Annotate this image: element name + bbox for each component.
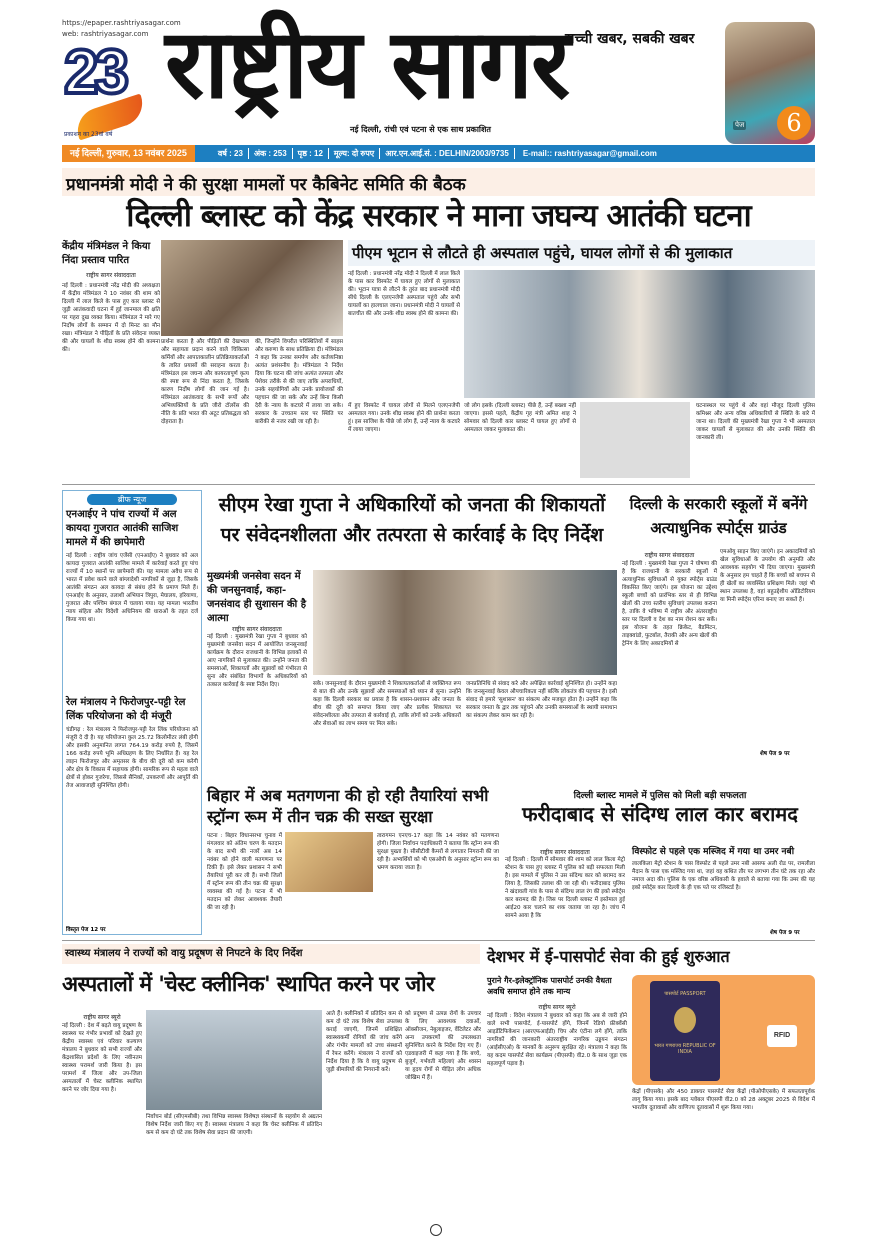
rni-number: आर.एन.आई.सं. : DELHIN/2003/9735 — [380, 148, 515, 159]
health-headline[interactable]: अस्पतालों में 'चेस्ट क्लीनिक' स्थापित करने पर जोर — [62, 972, 435, 996]
cabinet-text-3: की, जिन्होंने विपरीत परिस्थितियों में साहस और करुणा के साथ प्रतिक्रिया दी। मंत्रिमंडल ने कहा कि उनका समर्पण और कर्तव्यनिष्ठा अत्यंत प्रशंसनीय है। मंत्रिमंडल ने निर्देश दिया कि घटना की जांच अत्यंत तत्परता और पेशेवर तरीके से की जाए ताकि अपराधियों, उनके सहयोगियों और उनके प्रायोजकों की पहचान की जा सके और उन्हें बिना किसी देरी के न्याय के कटघरे में लाया जा सके। सरकार के उच्चतम स्तर पर स्थिति पर बारीकी से नजर रखी जा रही है। — [255, 339, 343, 425]
umar-nabi-text: लालकिला मेट्रो स्टेशन के पास विस्फोट से पहले उमर नबी आसफ अली रोड पर, रामलीला मैदान के पास एक मस्जिद गया था, जहां वह कथित तौर पर लगभग तीन घंटे तक रहा और नमाज अदा की। पुलिस के एक वरिष्ठ अधिकारी के हवाले से बताया गया कि उमर की यह इको स्पोर्ट्स कार दिल्ली के ही एक पते पर रजिस्टर्ड है। — [632, 861, 815, 891]
registration-mark-icon — [430, 1224, 442, 1236]
brief-headline-1[interactable]: एनआईए ने पांच राज्यों में अल कायदा गुजरात आतंकी साजिश मामले में की छापेमारी — [66, 509, 179, 548]
passport-text: नई दिल्ली : विदेश मंत्रालय ने बुधवार को कहा कि अब से जारी होने वाले सभी पासपोर्ट, ई-पासपोर्ट होंगे, जिनमें रेडियो फ्रीक्वेंसी आइडेंटिफिकेशन (आरएफआईडी) चिप और एंटीना लगे होंगे, ताकि नागरिकों की जानकारी अंतरराष्ट्रीय नागरिक उड्डयन संगठन (आईसीएओ) के मानकों के अनुरूप सुरक्षित रहे। मंत्रालय ने कहा कि यह कदम पासपोर्ट सेवा कार्यक्रम (पीएसपी) वी2.0 के साथ जुड़ा एक महत्वपूर्ण पड़ाव है। — [487, 1013, 627, 1067]
faridabad-kicker: दिल्ली ब्लास्ट मामले में पुलिस को मिली बड़ी सफलता — [573, 791, 747, 801]
brief-text-1: नई दिल्ली : राष्ट्रीय जांच एजेंसी (एनआईए) ने बुधवार को अल कायदा गुजरात आतंकी साजिश मामले में कार्रवाई करते हुए पांच राज्यों में 10 स्थानों पर छापेमारी की। यह मामला अवैध रूप से भारत में प्रवेश करने वाले बांग्लादेशी नागरिकों से जुड़ा है, जिसके आतंकी संगठन अल कायदा से संबंध होने के प्रमाण मिले हैं। एनआईए के अनुसार, तलाशी अभियान त्रिपुरा, मेघालय, हरियाणा, गुजरात और पश्चिम बंगाल में चलाया गया। यह मामला भारतीय न्याय संहिता और विदेशी अधिनियम की धाराओं के तहत दर्ज किया गया था। — [66, 553, 198, 623]
continued-link[interactable]: शेष पेज 9 पर — [770, 930, 800, 936]
sports-text-2: एमओयू साइन किए जाएंगे। इन अकादमियों को खेल सुविधाओं के उपयोग की अनुमति और आवश्यक सहयोग भी दिया जाएगा। मुख्यमंत्री के अनुसार हम चाहते हैं कि बच्चों को बचपन से ही खेलों का व्यवस्थित प्रशिक्षण मिले। जहां भी स्थान उपलब्ध है, वहां बहुउद्देशीय ऑडिटोरियम या मिनी स्पोर्ट्स एरिना बनाए जा सकते हैं। — [720, 549, 815, 603]
bihar-headline[interactable]: बिहार में अब मतगणना की हो रही तैयारियां सभी स्ट्रॉन्ग रूम में तीन चक्र की सख्त सुरक्षा — [207, 786, 489, 826]
email[interactable]: E-mail:: rashtriyasagar@gmail.com — [522, 149, 657, 158]
page-count: पृष्ठ : 12 — [293, 148, 329, 159]
lead-kicker: प्रधानमंत्री मोदी ने की सुरक्षा मामलों पर कैबिनेट समिति की बैठक — [62, 168, 815, 196]
bihar-strongroom-photo — [285, 832, 373, 892]
faridabad-text: नई दिल्ली : दिल्ली में सोमवार की शाम को लाल किला मेट्रो स्टेशन के पास हुए ब्लास्ट में पुलिस को बड़ी सफलता मिली है। इस मामले में पुलिस ने उस संदिग्ध कार को बरामद कर लिया है, जिसकी तलाश की जा रही थी। फरीदाबाद पुलिस ने खंदावली गांव के पास से संदिग्ध लाल रंग की इको स्पोर्ट्स कार बरामद की है। जिस पर दिल्ली ब्लास्ट में इस्तेमाल हुई आई20 कार चलाने का शक जताया जा रहा है। जांच में सामने आया है कि — [505, 857, 625, 919]
divider — [62, 940, 815, 941]
passport-cover-title: पासपोर्ट PASSPORT — [664, 991, 706, 997]
pm-visit-header — [348, 240, 815, 266]
pm-visit-text-4: घटनास्थल पर पहुंचे थे और वहां मौजूद दिल्ली पुलिस कमिश्नर और अन्य वरिष्ठ अधिकारियों से स्थिति के बारे में जाना था। दिल्ली की मुख्यमंत्री रेखा गुप्ता ने भी अस्पताल जाकर घायलों से मुलाकात की और उनकी स्थिति की जानकारी ली। — [696, 403, 815, 441]
estd-text: प्रकाशन का 23वां वर्ष — [64, 131, 113, 138]
issue: अंक : 253 — [249, 148, 293, 159]
promo-page-number: 6 — [777, 106, 811, 140]
cabinet-text-2: प्रार्थना करता है और पीड़ितों की देखभाल और सहायता प्रदान करने वाले चिकित्सा कर्मियों और आपातकालीन प्रतिक्रियाकर्ताओं के त्वरित प्रयासों की सराहना करता है। मंत्रिमंडल इस जघन्य और कायरतापूर्ण कृत्य की स्पष्ट रूप से निंदा करता है, जिसके कारण निर्दोष लोगों की जान गई है। मंत्रिमंडल आतंकवाद के सभी रूपों और अभिव्यक्तियों के प्रति जीरो टॉलरेंस की नीति के प्रति भारत की अटूट प्रतिबद्धता को दोहराता है। — [161, 339, 249, 425]
brief-headline-2[interactable]: रेल मंत्रालय ने फिरोजपुर-पट्टी रेल लिंक परियोजना को दी मंजूरी — [66, 697, 186, 722]
cm-public-hearing-photo — [313, 570, 617, 675]
passport-cover — [650, 981, 720, 1081]
pm-hospital-photo — [464, 270, 815, 398]
year-badge: 23 — [64, 38, 125, 107]
passport-cover-country: भारत गणराज्य REPUBLIC OF INDIA — [654, 1043, 716, 1055]
bihar-text-2: त्वरागमन एनएच-17 कहा कि 14 नवंबर को मतगणना होगी। जिला निर्वाचन पदाधिकारी ने बताया कि स्ट्रॉन्ग रूम की सुरक्षा पुख्ता है। सीसीटीवी कैमरों से लगातार निगरानी की जा रही है। अभ्यर्थियों को भी एसओपी के अनुसार स्ट्रॉन्ग रूम का भ्रमण कराया जाता है। — [377, 833, 499, 871]
umar-nabi-headline[interactable]: विस्फोट से पहले एक मस्जिद में गया था उमर नबी — [632, 847, 795, 857]
cm-text-3: जनप्रतिनिधि से संवाद करे और अपेक्षित कार्रवाई सुनिश्चित हो। उन्होंने कहा कि जनसुनवाई केवल औपचारिकता नहीं बल्कि लोकतंत्र की पहचान है। इसी संवाद से हमारे 'सुशासन' का संकल्प और मजबूत होता है। उन्होंने कहा कि सरकार जनता के द्वार तक पहुंचने और उनकी समस्याओं के स्थायी समाधान का संकल्प लेकर काम कर रही है। — [466, 681, 617, 719]
cm-text-2: सके। जनसुनवाई के दौरान मुख्यमंत्री ने शिकायतकर्ताओं से व्यक्तिगत रूप से बात की और उनके सुझावों और समस्याओं को ध्यान से सुना। उन्होंने कहा कि दिल्ली सरकार का प्रयास है कि शासन-प्रशासन और जनता के बीच की दूरी को समाप्त किया जाए और प्रत्येक शिकायत पर संवेदनशीलता और तत्परता से कार्रवाई हो, ताकि लोगों को उनके अधिकारों और सेवाओं का लाभ समय पर मिल सके। — [313, 681, 461, 727]
tagline: सच्ची खबर, सबकी खबर — [565, 31, 695, 47]
health-text-4: को प्रदूषण से उत्पन्न रोगों के उपचार के लिए आवश्यक दवाओं, ऑक्सीजन, नेबुलाइजर, वेंटिलेटर और अन्य उपकरणों की उपलब्धता सुनिश्चित करने के निर्देश दिए गए हैं। एडवाइजरी में कहा गया है कि बच्चे, बुजुर्ग, गर्भवती महिलाएं और श्वसन या हृदय रोगों से पीड़ित लोग अधिक जोखिम में हैं। — [405, 1011, 481, 1081]
passport-subheadline: पुराने गैर-इलेक्ट्रॉनिक पासपोर्ट उनकी वैधता अवधि समाप्त होने तक मान्य — [487, 976, 612, 996]
pm-visit-text-2: में हुए विस्फोट में घायल लोगों से मिलने एलएनजेपी अस्पताल गया। उनके शीघ्र स्वस्थ होने की प्रार्थना करता हूं। इस साजिश के पीछे जो लोग हैं, उन्हें न्याय के कटघरे में लाया जाएगा। — [348, 403, 460, 433]
passport-headline[interactable]: देशभर में ई-पासपोर्ट सेवा की हुई शुरुआत — [487, 947, 730, 966]
newspaper-title: राष्ट्रीय सागर — [165, 8, 569, 120]
air-pollution-photo — [146, 1010, 322, 1110]
rfid-chip-icon: RFID — [767, 1025, 797, 1047]
edition-date: नई दिल्ली, गुरुवार, 13 नवंबर 2025 — [62, 145, 195, 162]
brief-news-label: ब्रीफ न्यूज — [87, 494, 177, 505]
brief-news — [62, 490, 202, 935]
byline: राष्ट्रीय सागर ब्यूरो — [538, 1004, 576, 1011]
cm-text: नई दिल्ली : मुख्यमंत्री रेखा गुप्ता ने बुधवार को मुख्यमंत्री जनसेवा सदन में आयोजित जनसुनवाई कार्यक्रम के दौरान राजधानी के विभिन्न इलाकों से आए नागरिकों से मुलाकात की। उन्होंने जनता की समस्याओं, शिकायतों और सुझावों को गंभीरता से सुना और संबंधित विभागों के अधिकारियों को तत्काल कार्रवाई के स्पष्ट निर्देश दिए। — [207, 634, 307, 688]
publication-cities: नई दिल्ली, रांची एवं पटना से एक साथ प्रकाशित — [350, 125, 491, 134]
byline: राष्ट्रीय सागर संवाददाता — [232, 626, 282, 633]
anniversary-logo — [64, 38, 164, 142]
pm-photo-2 — [580, 402, 690, 478]
byline: राष्ट्रीय सागर ब्यूरो — [83, 1014, 121, 1021]
brief-text-2: चंडीगढ़ : रेल मंत्रालय ने फिरोजपुर-पट्टी रेल लिंक परियोजना को मंजूरी दे दी है। यह परियोजना कुल 25.72 किलोमीटर लंबी होगी और इसकी अनुमानित लागत 764.19 करोड़ रुपये है, जिसमें 166 करोड़ रुपये भूमि अधिग्रहण के लिए निर्धारित हैं। यह रेल लाइन फिरोजपुर और अमृतसर के बीच की दूरी को कम करेगी और क्षेत्र के विकास में सहायक होगी। सामरिक रूप से महत्व वाले क्षेत्रों से होकर गुजरेगा, जिससे सैनिकों, उपकरणों और आपूर्ति की तेज आवाजाही सुनिश्चित होगी। — [66, 727, 198, 789]
promo-label: पेज — [735, 121, 745, 129]
passport-text-2: केंद्रों (पीएसके) और 450 डाकघर पासपोर्ट सेवा केंद्रों (पीओपीएसके) में सफलतापूर्वक लागू किया गया। इसके बाद ग्लोबल पीएसपी वी2.0 को 28 अक्टूबर 2025 से विदेश में भारतीय दूतावासों और वाणिज्य दूतावासों में शुरू किया गया। — [632, 1089, 815, 1111]
cabinet-story — [62, 240, 160, 497]
cm-headline[interactable]: सीएम रेखा गुप्ता ने अधिकारियों को जनता की शिकायतों पर संवेदनशीलता और तत्परता से कार्रवाई के दिए निर्देश — [218, 494, 606, 546]
cm-subheadline: मुख्यमंत्री जनसेवा सदन में की जनसुनवाई, कहा-जनसंवाद ही सुशासन की है आत्मा — [207, 571, 307, 624]
byline: राष्ट्रीय सागर संवाददाता — [86, 272, 136, 279]
faridabad-headline[interactable]: फरीदाबाद से संदिग्ध लाल कार बरामद — [522, 802, 798, 826]
pm-visit-text: नई दिल्ली : प्रधानमंत्री नरेंद्र मोदी ने दिल्ली में लाल किले के पास कार विस्फोट में घायल हुए लोगों से मुलाकात की। भूटान यात्रा से लौटने के तुरंत बाद प्रधानमंत्री मोदी सीधे दिल्ली के एलएनजेपी अस्पताल पहुंचे और सभी घायलों का हालचाल जाना। प्रधानमंत्री मोदी ने घायलों से बातचीत की और उनके शीघ्र स्वस्थ होने की कामना की। — [348, 271, 460, 317]
web-url[interactable]: web: rashtriyasagar.com — [62, 30, 149, 38]
price: मूल्य: दो रुपए — [329, 148, 380, 159]
info-bar — [62, 145, 815, 162]
pm-visit-headline[interactable]: पीएम भूटान से लौटते ही अस्पताल पहुंचे, घायल लोगों से की मुलाकात — [352, 244, 733, 262]
sports-headline[interactable]: दिल्ली के सरकारी स्कूलों में बनेंगे अत्याधुनिक स्पोर्ट्स ग्राउंड — [629, 495, 808, 537]
cabinet-headline[interactable]: केंद्रीय मंत्रिमंडल ने किया निंदा प्रस्ताव पारित — [62, 241, 151, 266]
health-text-3: आते हैं। क्लीनिकों में प्रतिदिन कम से कम दो घंटे तक विशेष सेवा उपलब्ध कराई जाएगी, जिनमें प्रशिक्षित स्वास्थ्यकर्मी रोगियों की जांच करेंगे और गंभीर मामलों को उच्च संस्थानों में रेफर करेंगे। मंत्रालय ने राज्यों को निर्देश दिया है कि वे वायु प्रदूषण से जुड़ी बीमारियों की निगरानी करें। — [326, 1011, 402, 1073]
cabinet-text: नई दिल्ली : प्रधानमंत्री नरेंद्र मोदी की अध्यक्षता में केंद्रीय मंत्रिमंडल ने 10 नवंबर की शाम को दिल्ली में लाल किले के पास हुए कार ब्लास्ट से जुड़ी आतंकवादी घटना में हुई जानमाल की क्षति पर गहरा दुख व्यक्त किया। मंत्रिमंडल ने मारे गए निर्दोष लोगों के सम्मान में दो मिनट का मौन रखा। मंत्रिमंडल ने पीड़ितों के प्रति संवेदना व्यक्त की और घायलों के शीघ्र स्वस्थ होने की कामना की। — [62, 283, 160, 353]
divider — [62, 484, 815, 485]
continued-link[interactable]: विस्तृत पेज 12 पर — [66, 927, 106, 933]
continued-link[interactable]: शेष पेज 9 पर — [760, 751, 790, 757]
pm-visit-text-3: जो लोग इसके (दिल्ली ब्लास्ट) पीछे हैं, उन्हें बख्शा नहीं जाएगा। इससे पहले, केंद्रीय गृह मंत्री अमित शाह ने सोमवार को दिल्ली कार ब्लास्ट में घायल हुए लोगों से अस्पताल जाकर मुलाकात की। — [464, 403, 576, 433]
byline: राष्ट्रीय सागर संवाददाता — [644, 552, 695, 559]
e-passport-image — [632, 975, 815, 1085]
promo-photo[interactable] — [725, 22, 815, 144]
volume: वर्ष : 23 — [213, 148, 249, 159]
cabinet-meeting-photo — [161, 240, 343, 336]
epaper-url[interactable]: https://epaper.rashtriyasagar.com — [62, 19, 181, 27]
lead-headline[interactable]: दिल्ली ब्लास्ट को केंद्र सरकार ने माना जघन्य आतंकी घटना — [126, 198, 751, 234]
bihar-text: पटना : बिहार विधानसभा चुनाव में मंगलवार को अंतिम चरण के मतदान के बाद सभी की नजरें अब 14 नवंबर को होने वाली मतगणना पर टिकी हैं। इसे लेकर प्रशासन ने सभी तैयारियां पूरी कर ली हैं। सभी जिलों में स्ट्रॉन्ग रूम की तीन चक्र की सुरक्षा व्यवस्था की गई है। पटना में भी मतदान को लेकर आवश्यक तैयारी की जा रही है। — [207, 833, 282, 911]
health-text: नई दिल्ली : देश में बढ़ते वायु प्रदूषण के स्वास्थ्य पर गंभीर प्रभावों को देखते हुए केंद्रीय स्वास्थ्य एवं परिवार कल्याण मंत्रालय ने बुधवार को सभी राज्यों और केंद्रशासित प्रदेशों के लिए नवीनतम स्वास्थ्य परामर्श जारी किया है। इस परामर्श में जिला और उप-जिला अस्पतालों में चेस्ट क्लीनिक स्थापित करने पर जोर दिया गया है। — [62, 1023, 142, 1093]
emblem-icon — [674, 1007, 696, 1033]
byline: राष्ट्रीय सागर संवाददाता — [540, 849, 590, 856]
health-text-2: निर्वाचन बोर्ड (सीएमसीबी) तथा विभिन्न स्वास्थ्य विशेषज्ञ संस्थानों के सहयोग से अद्यतन विशेष निर्देश जारी किए गए हैं। स्वास्थ्य मंत्रालय ने कहा कि चेस्ट क्लीनिक में प्रतिदिन कम से कम दो घंटे तक विशेष सेवा प्रदान की जाएगी। — [146, 1114, 322, 1136]
health-kicker: स्वास्थ्य मंत्रालय ने राज्यों को वायु प्रदूषण से निपटने के दिए निर्देश — [62, 944, 480, 964]
sports-text: नई दिल्ली : मुख्यमंत्री रेखा गुप्ता ने घोषणा की है कि राजधानी के सरकारी स्कूलों में अत्याधुनिक सुविधाओं से युक्त स्पोर्ट्स ग्राउंड विकसित किए जाएंगे। इस योजना का उद्देश्य स्कूली बच्चों को प्रारंभिक स्तर से ही विभिन्न खेलों की उच्च स्तरीय सुविधाएं उपलब्ध कराना है, ताकि वे भविष्य में राष्ट्रीय और अंतरराष्ट्रीय स्तर पर दिल्ली व देश का नाम रोशन कर सकें। इस योजना के तहत क्रिकेट, बैडमिंटन, ताइक्वांडो, फुटबॉल, तैराकी और अन्य खेलों की ट्रेनिंग के लिए अकादमियों से — [622, 561, 717, 647]
